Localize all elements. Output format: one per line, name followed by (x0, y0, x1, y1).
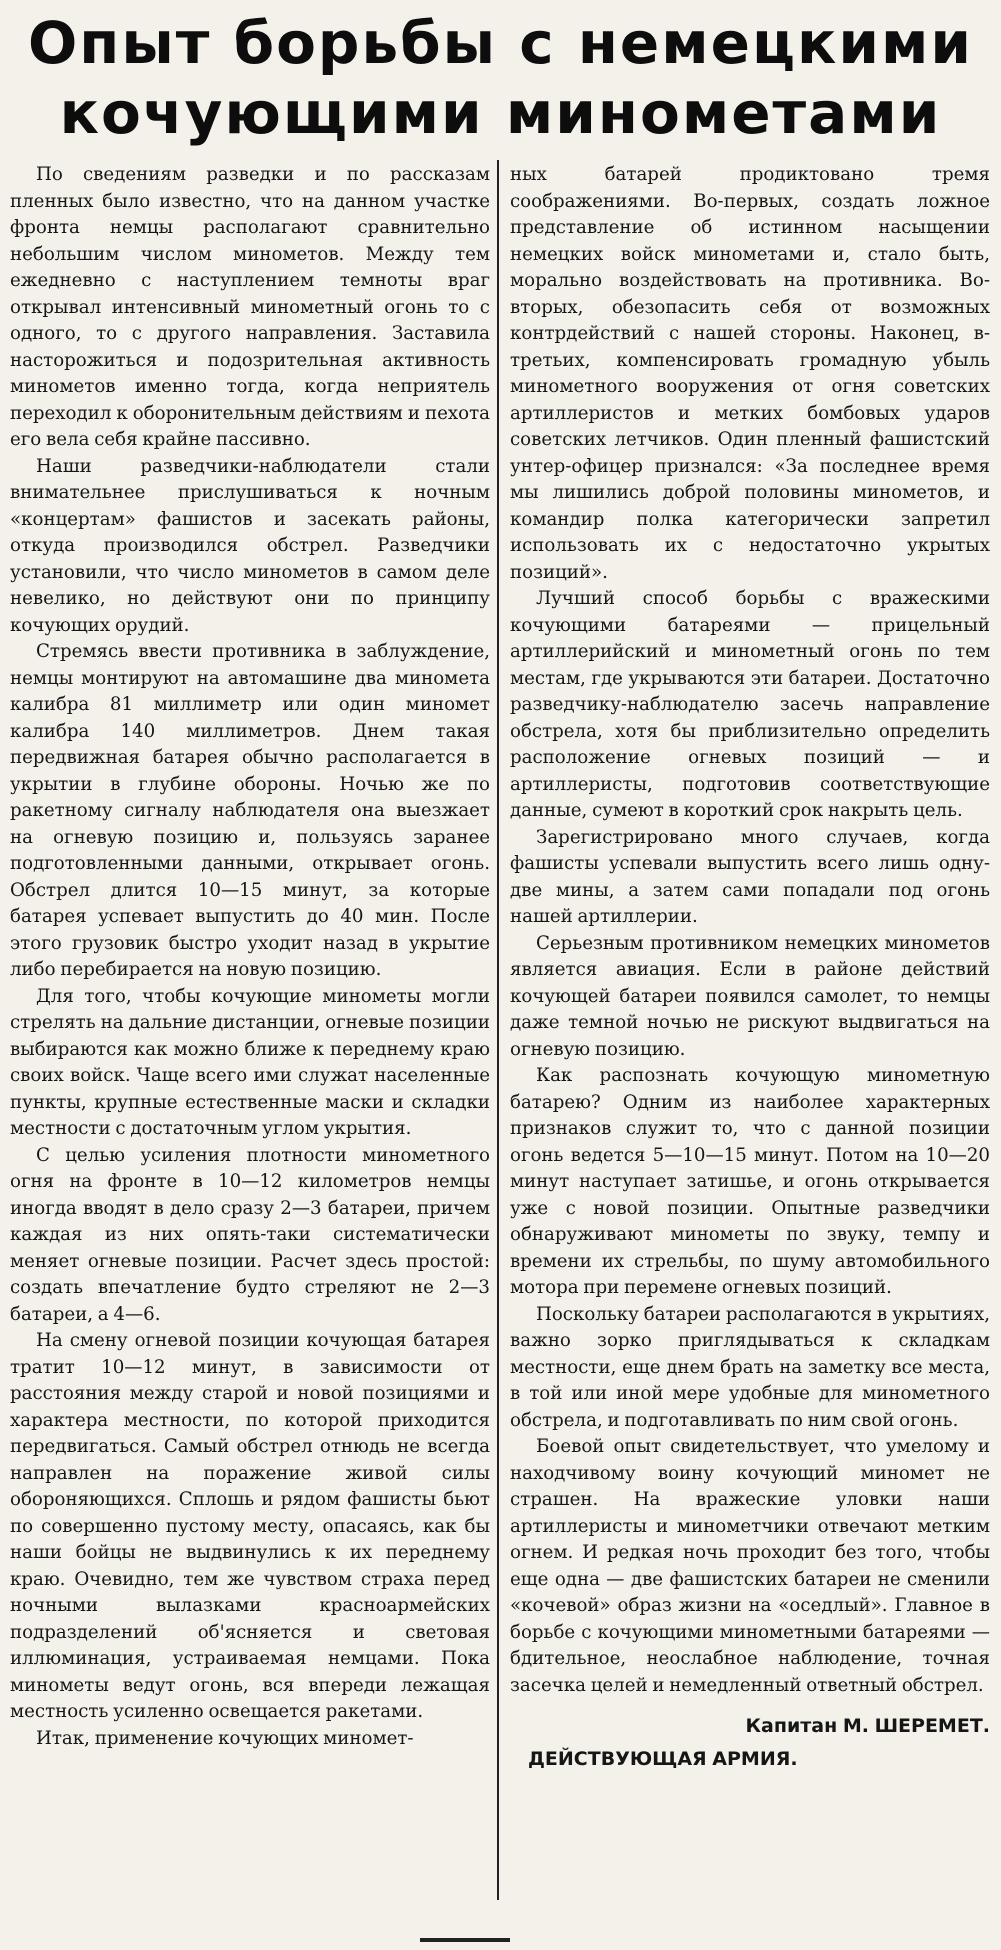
paragraph: Поскольку батареи располагаются в укрытиях, важно зорко приглядываться к складкам местности, еще днем брать на заметку все места, в той или иной мере удобные для минометного обстрела, и подготавливать по ним свой огонь. (510, 1303, 990, 1431)
headline-line-2: кочующими минометами (59, 79, 942, 147)
paragraph: Лучший способ борьбы с вражескими кочующими батареями — прицельный артиллерийский и минометный огонь по тем местам, где укрываются эти батареи. Достаточно разведчику-наблюдателю засечь направление обстрела, хотя бы приблизительно определить расположение огневых позиций — и артиллеристы, подготовив соответствующие данные, сумеют в короткий срок накрыть цель. (510, 588, 990, 821)
right-column (510, 162, 990, 1772)
paragraph: Итак, применение кочующих миномет- (36, 1727, 414, 1749)
column-divider (497, 160, 499, 1900)
author-signature: Капитан М. ШЕРЕМЕТ. (745, 1715, 990, 1737)
paragraph: Зарегистрировано много случаев, когда фашисты успевали выпустить всего лишь одну-две мины, а затем сами попадали под огонь нашей артиллерии. (510, 826, 990, 927)
headline-line-1: Опыт борьбы с немецкими (27, 9, 974, 77)
paragraph: Стремясь ввести противника в заблуждение, немцы монтируют на автомашине два миномета калибра 81 миллиметр или один миномет калибра 140 миллиметров. Днем такая передвижная батарея обычно располагается в укрытии в глубине обороны. Ночью же по ракетному сигналу наблюдателя она выезжает на огневую позицию и, пользуясь заранее подготовленными данными, открывает огонь. Обстрел длится 10—15 минут, за которые батарея успевает выпустить до 40 мин. После этого грузовик быстро уходит назад в укрытие либо перебирается на новую позицию. (10, 641, 490, 980)
left-column (10, 162, 490, 1752)
paragraph: ных батарей продиктовано тремя соображениями. Во-первых, создать ложное представление об истинном насыщении немецких войск минометами и, стало быть, морально воздействовать на противника. Во-вторых, обезопасить себя от возможных контрдействий с нашей стороны. Наконец, в-третьих, компенсировать громадную убыль минометного вооружения от огня советских артиллеристов и метких бомбовых ударов советских летчиков. Один пленный фашистский унтер-офицер признался: «За последнее время мы лишились доброй половины минометов, и командир полка категорически запретил использовать их с недостаточно укрытых позиций». (510, 164, 990, 583)
paragraph: Наши разведчики-наблюдатели стали внимательнее прислушиваться к ночным «концертам» фашистов и засекать районы, откуда производился обстрел. Разведчики установили, что число минометов в самом деле невелико, но действуют они по принципу кочующих орудий. (10, 455, 490, 636)
paragraph: С целью усиления плотности минометного огня на фронте в 10—12 километров немцы иногда вводят в дело сразу 2—3 батареи, причем каждая из них опять-таки систематически меняет огневые позиции. Расчет здесь простой: создать впечатление будто стреляют не 2—3 батареи, а 4—6. (10, 1144, 490, 1325)
dateline-place: ДЕЙСТВУЮЩАЯ АРМИЯ. (528, 1747, 798, 1770)
paragraph: На смену огневой позиции кочующая батарея тратит 10—12 минут, в зависимости от расстояния между старой и новой позициями и характера местности, по которой приходится передвигаться. Самый обстрел отнюдь не всегда направлен на поражение живой силы обороняющихся. Сплошь и рядом фашисты бьют по совершенно пустому месту, опасаясь, как бы наши бойцы не выдвинулись к их переднему краю. Очевидно, тем же чувством страха перед ночными вылазками красноармейских подразделений об'ясняется и световая иллюминация, устраиваемая немцами. Пока минометы ведут огонь, вся впереди лежащая местность усиленно освещается ракетами. (10, 1330, 490, 1722)
article-headline (0, 8, 1001, 148)
bottom-divider (420, 1938, 510, 1942)
paragraph: Как распознать кочующую минометную батарею? Одним из наиболее характерных признаков служит то, что с данной позиции огонь ведется 5—10—15 минут. Потом на 10—20 минут наступает затишье, и огонь открывается уже с новой позиции. Опытные разведчики обнаруживают минометы по звуку, темпу и времени их стрельбы, по шуму автомобильного мотора при перемене огневых позиций. (510, 1065, 990, 1298)
paragraph: Серьезным противником немецких минометов является авиация. Если в районе действий кочующей батареи появился самолет, то немцы даже темной ночью не рискуют выдвигаться на огневую позицию. (510, 932, 990, 1060)
paragraph: Боевой опыт свидетельствует, что умелому и находчивому воину кочующий миномет не страшен. На вражеские уловки наши артиллеристы и минометчики отвечают метким огнем. И редкая ночь проходит без того, чтобы еще одна — две фашистских батареи не сменили «кочевой» образ жизни на «оседлый». Главное в борьбе с кочующими минометными батареями — бдительное, неослабное наблюдение, точная засечка целей и немедленный ответный обстрел. (510, 1436, 990, 1696)
paragraph: По сведениям разведки и по рассказам пленных было известно, что на данном участке фронта немцы располагают сравнительно небольшим числом минометов. Между тем ежедневно с наступлением темноты враг открывал интенсивный минометный огонь то с одного, то с другого направления. Заставила насторожиться и подозрительная активность минометов именно тогда, когда неприятель переходил к оборонительным действиям и пехота его вела себя крайне пассивно. (10, 164, 490, 450)
paragraph: Для того, чтобы кочующие минометы могли стрелять на дальние дистанции, огневые позиции выбираются как можно ближе к переднему краю своих войск. Чаще всего ими служат населенные пункты, крупные естественные маски и складки местности с достаточным углом укрытия. (10, 985, 490, 1139)
